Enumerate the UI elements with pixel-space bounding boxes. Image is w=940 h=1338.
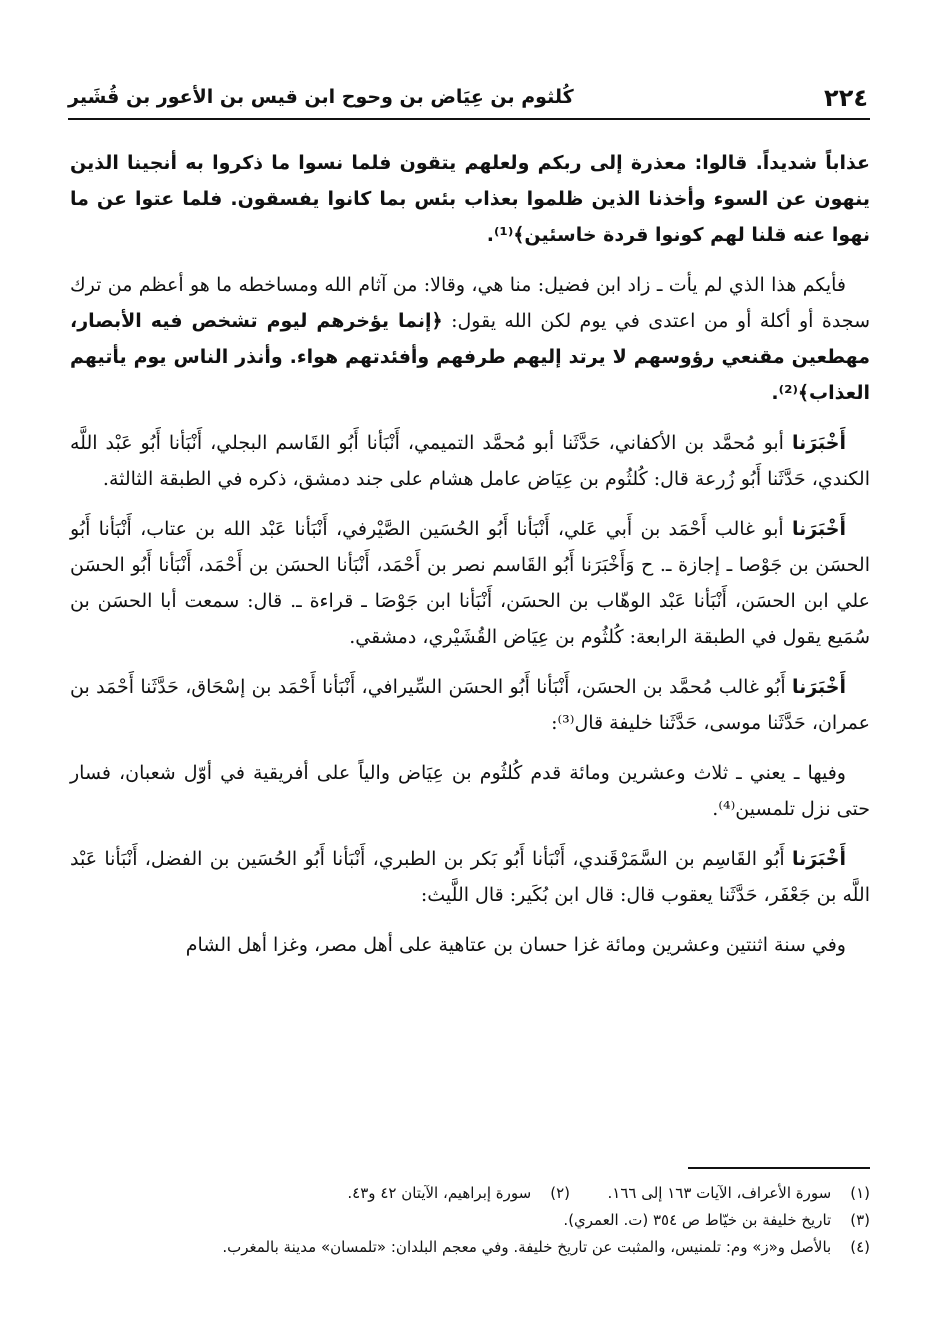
footnote-3 — [70, 1207, 870, 1234]
footnote-text: تاريخ خليفة بن خيّاط ص ٣٥٤ (ت. العمري). — [563, 1211, 832, 1229]
footnote-number: (٢) — [550, 1184, 570, 1202]
paragraph-8 — [70, 927, 870, 963]
isnad-lead: أَخْبَرَنا — [791, 518, 846, 540]
paragraph-3 — [70, 425, 870, 497]
footnote-text: بالأصل و«ز» وم: تلمنيس، والمثبت عن تاريخ خليفة. وفي معجم البلدان: «تلمسان» مدينة بالمغرب. — [222, 1238, 832, 1256]
isnad-lead: أَخْبَرَنا — [791, 848, 846, 870]
footnotes — [70, 1180, 870, 1261]
paragraph-2-text: فأيكم هذا الذي لم يأت ـ زاد ابن فضيل: منا هي، وقالا: من آثام الله ومساخطه ما هو أعظم من ترك سجدة أو أكلة أو من اعتدى في يوم لكن الله يقول: — [70, 274, 870, 332]
paragraph-1: عذاباً شديداً. قالوا: معذرة إلى ربكم ولعلهم يتقون فلما نسوا ما ذكروا به أنجينا الذين ينهون عن السوء وأخذنا الذين ظلموا بعذاب بئس بما كانوا يفسقون. فلما عتوا عن ما نهوا عنه قلنا لهم كونوا قردة خاسئين﴾⁽¹⁾. — [70, 152, 870, 246]
isnad-lead: أَخْبَرَنا — [791, 432, 846, 454]
page-header — [68, 78, 870, 120]
paragraph-7 — [70, 841, 870, 913]
quran-passage-1 — [70, 145, 870, 253]
footnote-text: سورة الأعراف، الآيات ١٦٣ إلى ١٦٦. — [607, 1184, 832, 1202]
footnote-divider — [688, 1167, 870, 1169]
paragraph-2 — [70, 267, 870, 411]
paragraph-4-text: أبو غالب أَحْمَد بن أَبي عَلي، أَنْبَأنا أَبُو الحُسَين الصَّيْرفي، أَنْبَأنا عَبْد الله بن عتاب، أَنْبَأنا أَبُو الحسَن بن جَوْصا ـ إجازة ـ. ح وَأَخْبَرَنا أَبُو القَاسم نصر بن أَحْمَد، أَنْبَأنا الحسَن بن أَحْمَد، أَنْبَأنا أَبُو الحسَن علي ابن الحسَن، أَنْبَأنا عَبْد الوهّاب بن الحسَن، أَنْبَأنا ابن جَوْصَا ـ قراءة ـ. قال: سمعت أبا الحسَن بن سُمَيع يقول في الطبقة الرابعة: كُلثُوم بن عِيَاض القُشَيْري، دمشقي. — [70, 518, 870, 648]
footnote-2 — [270, 1180, 570, 1207]
page-number: ٢٢٤ — [824, 84, 868, 112]
running-title: كُلثوم بن عِيَاض بن وحوح ابن قيس بن الأعور بن قُشَير — [68, 86, 574, 108]
isnad-lead: أَخْبَرَنا — [791, 676, 846, 698]
paragraph-6-text: وفيها ـ يعني ـ ثلاث وعشرين ومائة قدم كُلثُوم بن عِيَاض والياً على أفريقية في أوّل شعبان، فسار حتى نزل تلمسين⁽⁴⁾. — [70, 762, 870, 820]
paragraph-6 — [70, 755, 870, 827]
paragraph-5-text: أَبُو غالب مُحمَّد بن الحسَن، أَنْبَأنا أَبُو الحسَن السِّيرافي، أَنْبَأنا أَحْمَد بن إسْحَاق، حَدَّثَنا أَحْمَد بن عمران، حَدَّثَنا موسى، حَدَّثَنا خليفة قال⁽³⁾: — [70, 676, 870, 734]
footnote-number: (٣) — [850, 1211, 870, 1229]
paragraph-5 — [70, 669, 870, 741]
paragraph-7-text: أَبُو القَاسِم بن السَّمَرْقَندي، أَنْبَأنا أَبُو بَكر بن الطبري، أَنْبَأنا أَبُو الحُسَين بن الفضل، أَنْبَأنا عَبْد اللَّه بن جَعْفَر، حَدَّثَنا يعقوب قال: قال ابن بُكَير: قال اللَّيث: — [70, 848, 870, 906]
footnote-number: (٤) — [850, 1238, 870, 1256]
footnote-4 — [70, 1234, 870, 1261]
footnote-row — [70, 1180, 870, 1207]
footnote-1 — [570, 1180, 870, 1207]
footnote-text: سورة إبراهيم، الآيتان ٤٢ و٤٣. — [347, 1184, 532, 1202]
quran-passage-2: ﴿إنما يؤخرهم ليوم تشخص فيه الأبصار، مهطعين مقنعي رؤوسهم لا يرتد إليهم طرفهم وأفئدتهم هواء. وأنذر الناس يوم يأتيهم العذاب﴾⁽²⁾. — [70, 310, 870, 404]
main-text — [70, 145, 870, 977]
paragraph-4 — [70, 511, 870, 655]
footnote-number: (١) — [850, 1184, 870, 1202]
paragraph-3-text: أبو مُحمَّد بن الأكفاني، حَدَّثَنا أبو مُحمَّد التميمي، أَنْبَأنا أَبُو القَاسم البجلي، أَنْبَأنا أَبُو عَبْد اللَّه الكندي، حَدَّثَنا أَبُو زُرعة قال: كُلثُوم بن عِيَاض عامل هشام على جند دمشق، ذكره في الطبقة الثالثة. — [70, 432, 870, 490]
paragraph-8-text: وفي سنة اثنتين وعشرين ومائة غزا حسان بن عتاهية على أهل مصر، وغزا أهل الشام — [185, 934, 846, 956]
